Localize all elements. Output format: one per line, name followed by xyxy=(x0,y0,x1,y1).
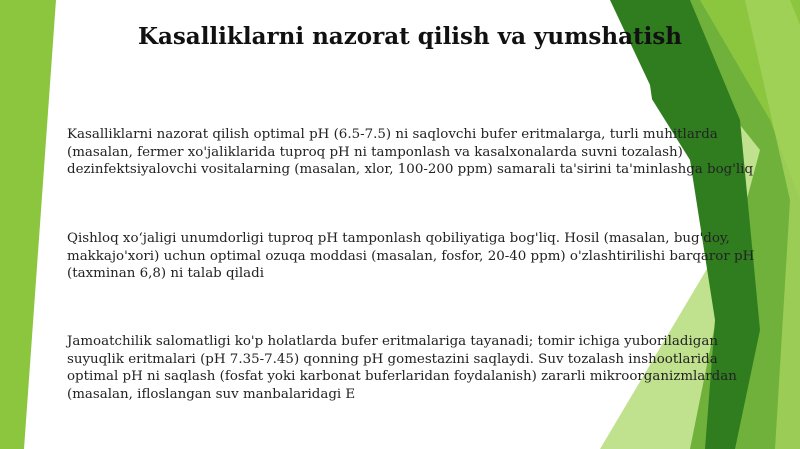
paragraph-agriculture: Qishloq xo‘jaligi unumdorligi tuproq pH tamponlash qobiliyatiga bog'liq. Hosil (masalan, bug'doy, makkajo'xori) uchun optimal ozuqa moddasi (masalan, fosfor, 20-40 ppm) o'zlashtirilishi barqaror pH (taxminan 6,8) ni talab qiladi xyxy=(67,231,755,281)
left-green-strip xyxy=(0,0,56,449)
paragraph-public-health: Jamoatchilik salomatligi ko'p holatlarda bufer eritmalariga tayanadi; tomir ichiga yuboriladigan suyuqlik eritmalari (pH 7.35-7.45) qonning pH gomestazini saqlaydi. Suv tozalash inshootlarida optimal pH ni saqlash (fosfat yoki karbonat buferlaridan foydalanish) zararli mikroorganizmlardan (masalan, ifloslangan suv manbalaridagi E xyxy=(67,334,737,402)
paragraph-disease-control: Kasalliklarni nazorat qilish optimal pH (6.5-7.5) ni saqlovchi bufer eritmalarga, turli muhitlarda (masalan, fermer xo'jaliklarida tuproq pH ni tamponlash va kasalxonalarda suvni tozalash) dezinfektsiyalovchi vositalarning (masalan, xlor, 100-200 ppm) samarali ta'sirini ta'minlashga bog'liq xyxy=(67,127,754,177)
slide-title: Kasalliklarni nazorat qilish va yumshatish xyxy=(137,23,683,50)
